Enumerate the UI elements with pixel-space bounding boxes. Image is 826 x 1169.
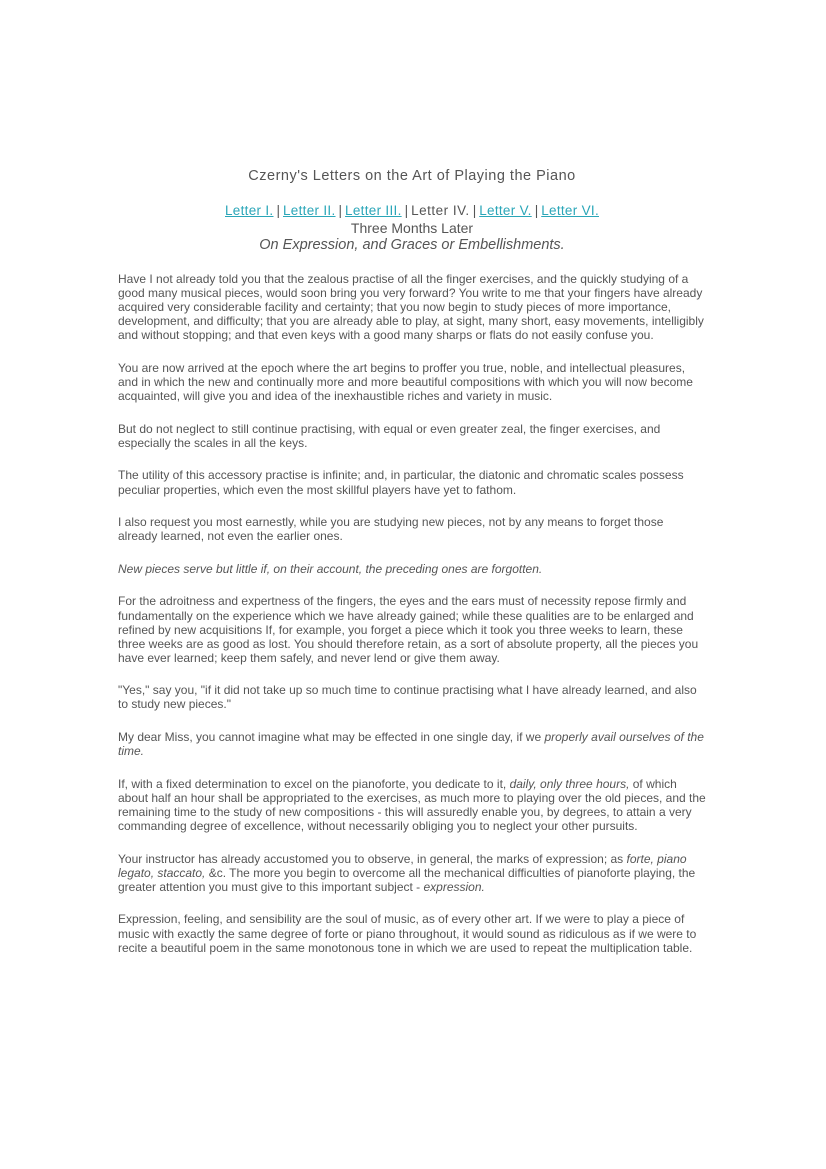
emphasis-text: forte, piano legato, staccato, [118, 851, 687, 880]
nav-current-letter-4: Letter IV. [411, 203, 470, 218]
letter-subtitle: Three Months Later [350, 220, 474, 236]
paragraph [118, 777, 706, 833]
nav-link-letter-3[interactable]: Letter III. [345, 203, 402, 218]
paragraph: But do not neglect to still continue practising, with equal or even greater zeal, the finger exercises, and especially the scales in all the keys. [118, 421, 661, 450]
nav-link-letter-5[interactable]: Letter V. [479, 203, 532, 218]
emphasis-text: properly avail ourselves of the time. [118, 730, 704, 759]
paragraph: I also request you most earnestly, while you are studying new pieces, not by any means to forget those already learned, not even the earlier ones. [118, 515, 664, 544]
paragraph: "Yes," say you, "if it did not take up so much time to continue practising what I have already learned, and also to study new pieces." [118, 683, 697, 712]
letter-navigation [118, 203, 706, 218]
nav-link-letter-6[interactable]: Letter VI. [541, 203, 599, 218]
paragraph: Expression, feeling, and sensibility are the soul of music, as of every other art. If we were to play a piece of music with exactly the same degree of forte or piano throughout, it would sound as ridiculous as if we were to recite a beautiful poem in the same monotonous tone in which we are used to repeat the multiplication table. [118, 912, 697, 955]
paragraph: Have I not already told you that the zealous practise of all the finger exercises, and the quickly studying of a good many musical pieces, would soon bring you very forward? You write to me that your fingers have already acquired very considerable facility and certainty; that you now begin to study pieces of more importance, development, and difficulty; that you are already able to play, at sight, many short, easy movements, intelligibly and without stopping; and that even keys with a good many sharps or flats do not easily confuse you. [118, 272, 704, 343]
nav-separator: | [404, 203, 409, 218]
paragraph [118, 852, 706, 894]
paragraph-text: &c. The more you begin to overcome all the mechanical difficulties of pianoforte playing, the greater attention you must give to this important subject - [118, 865, 696, 894]
letter-body [118, 272, 706, 973]
document-title: Czerny's Letters on the Art of Playing the Piano [248, 168, 576, 184]
paragraph: You are now arrived at the epoch where the art begins to proffer you true, noble, and intellectual pleasures, and in which the new and continually more and more beautiful compositions with which you will now become acquainted, will give you and idea of the inexhaustible riches and variety in music. [118, 360, 693, 404]
paragraph: For the adroitness and expertness of the fingers, the eyes and the ears must of necessity repose firmly and fundamentally on the experience which we have already gained; while these qualities are to be enlarged and refined by new acquisitions If, for example, you forget a piece which it took you three weeks to learn, these three weeks are as good as lost. You should therefore retain, as a sort of absolute property, all the pieces you have ever learned; keep them safely, and never lend or give them away. [118, 594, 699, 665]
paragraph-text: of which about half an hour shall be appropriated to the exercises, as much more to playing over the old pieces, and the remaining time to the study of new compositions - this will assuredly enable you, by degrees, to attain a very commanding degree of excellence, without necessarily obliging you to neglect your other pursuits. [118, 776, 706, 834]
paragraph: The utility of this accessory practise is infinite; and, in particular, the diatonic and chromatic scales possess peculiar properties, which even the most skillful players have yet to fathom. [118, 468, 684, 497]
paragraph-text: My dear Miss, you cannot imagine what may be effected in one single day, if we [118, 730, 545, 745]
paragraph-text: If, with a fixed determination to excel on the pianoforte, you dedicate to it, [118, 776, 510, 791]
emphasis-text: daily, only three hours, [509, 776, 630, 791]
nav-separator: | [472, 203, 477, 218]
letter-heading: On Expression, and Graces or Embellishments. [259, 237, 565, 253]
nav-link-letter-1[interactable]: Letter I. [225, 203, 274, 218]
paragraph [118, 730, 706, 758]
nav-separator: | [338, 203, 343, 218]
paragraph-text: Your instructor has already accustomed you to observe, in general, the marks of expression; as [118, 851, 627, 866]
nav-link-letter-2[interactable]: Letter II. [283, 203, 336, 218]
italic-paragraph: New pieces serve but little if, on their account, the preceding ones are forgotten. [118, 561, 543, 576]
emphasis-text: expression. [423, 879, 485, 894]
nav-separator: | [534, 203, 539, 218]
nav-separator: | [276, 203, 280, 218]
